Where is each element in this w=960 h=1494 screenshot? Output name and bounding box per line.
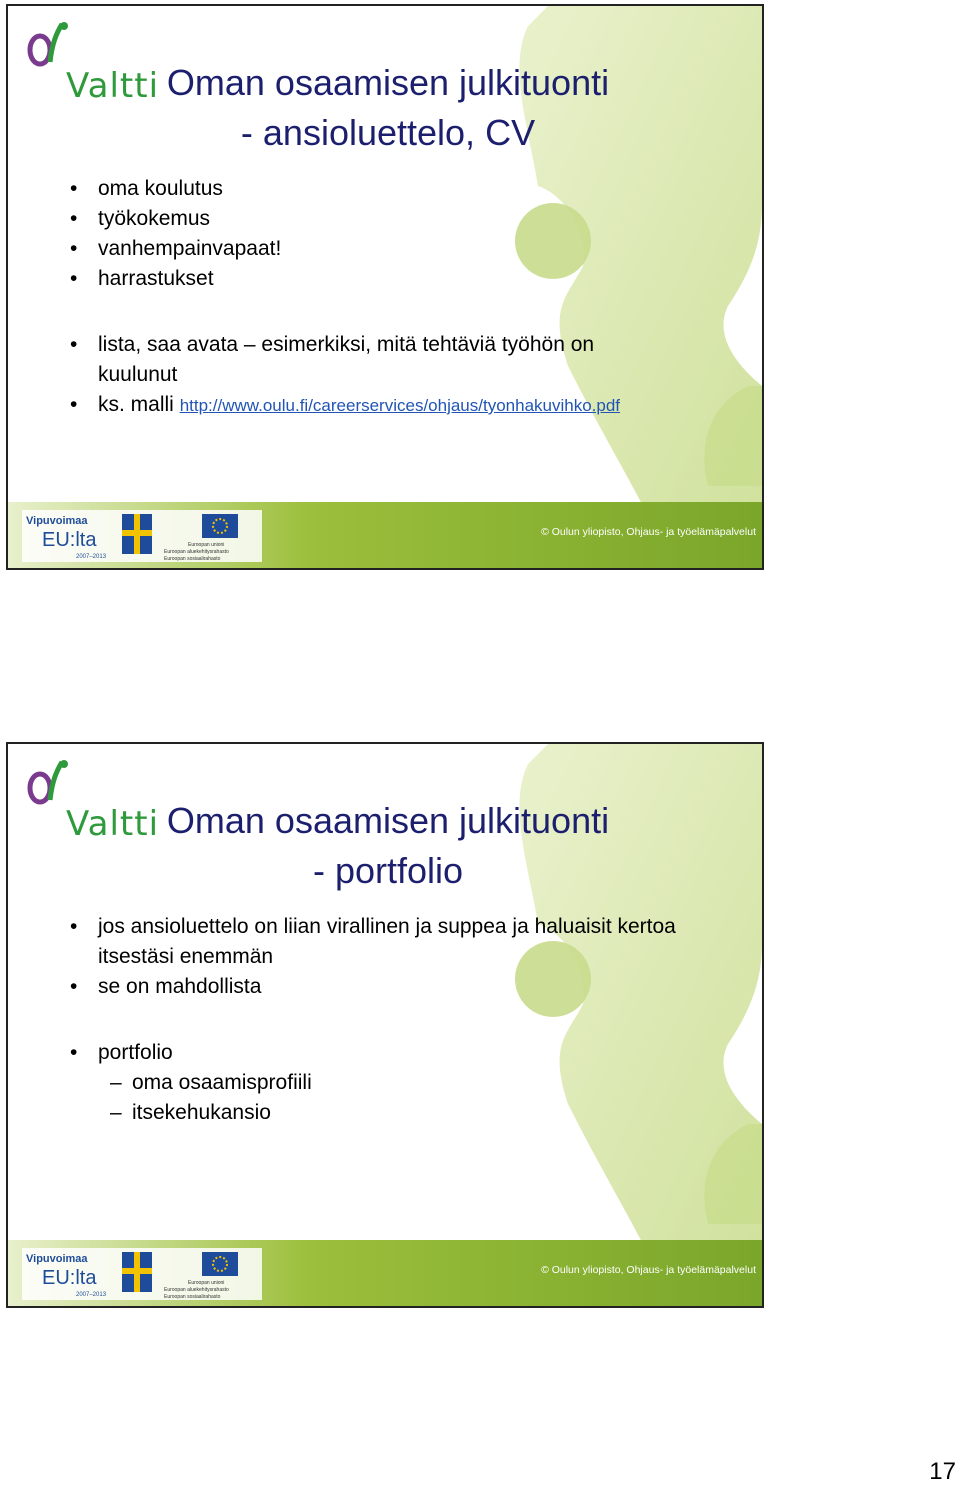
link-prefix: ks. malli <box>98 393 180 416</box>
slide-title <box>138 58 638 158</box>
list-item-link <box>70 390 670 421</box>
eu-funding-logos <box>22 510 262 562</box>
footer-logo-line1: Vipuvoimaa <box>26 1253 88 1265</box>
footer-logo-line1: Vipuvoimaa <box>26 515 88 527</box>
title-line-2: - portfolio <box>312 850 464 891</box>
sub-list-item: – itsekehukansio <box>70 1098 680 1128</box>
footer-copyright: © Oulun yliopisto, Ohjaus- ja työelämäpalvelut <box>541 1264 756 1276</box>
footer-copyright: © Oulun yliopisto, Ohjaus- ja työelämäpalvelut <box>541 526 756 538</box>
footer-logo-eu1: Euroopan unioni <box>188 1280 225 1286</box>
bullet-list <box>70 912 680 1128</box>
sub-list-item: – oma osaamisprofiili <box>70 1068 680 1098</box>
footer-logo-line2: EU:lta <box>42 529 97 551</box>
list-item: • työkokemus <box>70 204 670 234</box>
eu-funding-logos <box>22 1248 262 1300</box>
title-line-2: - ansioluettelo, CV <box>240 112 536 153</box>
footer-logo-eu3: Euroopan sosiaalirahasto <box>164 556 221 562</box>
slide-portfolio <box>6 742 764 1308</box>
list-item: • jos ansioluettelo on liian virallinen ja suppea ja haluaisit kertoa itsestäsi enemmän <box>70 912 680 972</box>
footer-logo-eu3: Euroopan sosiaalirahasto <box>164 1294 221 1300</box>
eu-logo-graphic <box>22 1248 262 1300</box>
valtti-logo-text: Valtti <box>66 804 160 844</box>
list-item: • lista, saa avata – esimerkiksi, mitä tehtäviä työhön on kuulunut <box>70 330 670 390</box>
page-number: 17 <box>929 1458 956 1485</box>
footer-logo-years: 2007–2013 <box>76 554 107 560</box>
list-item: • vanhempainvapaat! <box>70 234 670 264</box>
list-item: • oma koulutus <box>70 174 670 204</box>
bullet-list <box>70 174 670 421</box>
footer-logo-line2: EU:lta <box>42 1267 97 1289</box>
cv-model-link[interactable]: http://www.oulu.fi/careerservices/ohjaus/tyonhakuvihko.pdf <box>179 396 621 415</box>
footer-logo-eu1: Euroopan unioni <box>188 542 225 548</box>
eu-logo-graphic <box>22 510 262 562</box>
footer-logo-eu2: Euroopan aluekehitysrahasto <box>164 1287 229 1293</box>
list-item: • se on mahdollista <box>70 972 680 1002</box>
footer-logo-years: 2007–2013 <box>76 1292 107 1298</box>
slide-cv <box>6 4 764 570</box>
list-item: • harrastukset <box>70 264 670 294</box>
title-line-1: Oman osaamisen julkituonti <box>166 800 610 841</box>
title-line-1: Oman osaamisen julkituonti <box>166 62 610 103</box>
list-item: • portfolio <box>70 1038 680 1068</box>
slide-title <box>138 796 638 896</box>
footer-logo-eu2: Euroopan aluekehitysrahasto <box>164 549 229 555</box>
valtti-logo-text: Valtti <box>66 66 160 106</box>
